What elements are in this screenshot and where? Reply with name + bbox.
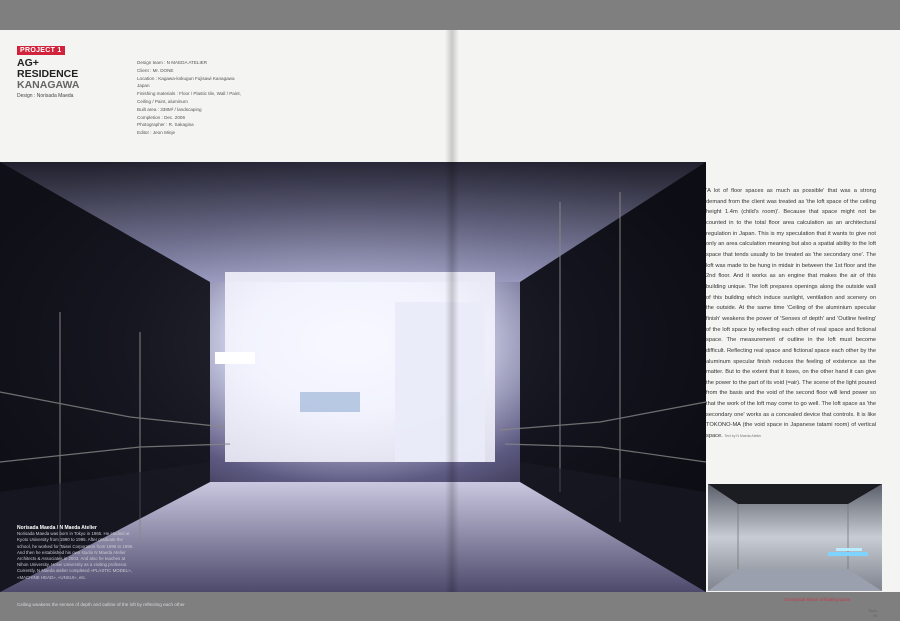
project-tag: PROJECT 1 [17, 46, 65, 55]
credit-line: Japan [137, 83, 150, 89]
bio-heading: Norisada Maeda / N Maeda Atelier [17, 525, 97, 531]
folio-label: Topic [868, 608, 878, 613]
title-line-1: AG+ [17, 57, 39, 69]
article-text: 'A lot of floor spaces as much as possible' that was a strong demand from the client was treated as 'the loft space of the ceiling height 1.4m (child's room)'. Because that space might not be counted in to the total floor area calculation as an architectural regulation in Japan. This is my speculation that it wants to give not only an area calculation meaning but also a spatial ability to the loft space that tends usually to be treated as 'the secondary one'. The loft was made to be hung in midair in between the 1st floor and the 2nd floor. And it works as an engine that makes the air of this building unique. The loft prepares openings along the outside wall of this building which induce sunlight, ventilation and scenery on the outside. At the same time 'Ceiling of the aluminium specular finish' weakens the power of 'Senses of depth' and 'Outline feeling' of the loft space by reflecting each other of real space and fictional space. The measurement of outline in the loft must become difficult. Reflecting real space and fictional space each other by the aluminum specular finish reduces the feeling of existence as the matter. But to the extent that it loses, on the other hand it can give the power to the part of its void (=air). The scene of the light poured from the basis and the void of the second floor will lend power so that the work of the loft may come to go well. The loft space as 'the secondary one' works as a concealed device that controls. It is like TOKONO-MA (the void space in Japanese tatami room) of vertical space. [706, 188, 876, 440]
secondary-photo [708, 484, 882, 591]
secondary-photo-caption: Conceptual sketch of floating space [784, 597, 851, 602]
credit-line: Ceiling / Paint, aluminum [137, 98, 188, 104]
credit-line: Completion : Dec. 2006 [137, 114, 186, 120]
credit-line: Editor : Jeon Minje [137, 130, 176, 136]
title-line-3: KANAGAWA [17, 79, 80, 91]
credit-line: Location : Kagawa-kokugun Fujisawi Kanagawa [137, 75, 235, 81]
floating-space-image [708, 484, 882, 591]
credit-line: Photographer : R. Sakagina [137, 122, 194, 128]
magazine-spread [0, 30, 900, 618]
credit-line: Design team : N MAEDA ATELIER [137, 60, 208, 65]
text-signature: Text by N Maeda Atelier [724, 434, 762, 439]
project-credits [137, 59, 241, 137]
project-title [17, 58, 79, 91]
credit-line: Built area : 338M² / landscaping [137, 106, 202, 112]
credit-line: Finishing materials : Floor / Plastic tile, Wall / Paint, [137, 91, 241, 97]
main-photo-caption: Ceiling weakens the senses of depth and outline of the loft by reflecting each other [17, 602, 185, 607]
article-body [706, 186, 876, 442]
page-folio [868, 608, 877, 618]
page-number: 95 [872, 613, 878, 618]
architect-bio [17, 525, 137, 581]
spread-gutter [445, 30, 459, 592]
bio-text: Norisada Maeda was born in Tokyo in 1965. He studied at Kyoto University from 1990 to 1995. After graduate the school, he worked for Taisei Corporation from 1995 to 1999. And then he established his own studio N Maeda Atelier Architects & Associates in 2003. And also he teaches at Nihon University, Hosei University as a visiting professor. Currently, N Maeda atelier completed «PLASTIC MODEL», «MACHINE HEAD», «UNSUI», etc. [17, 531, 134, 580]
credit-line: Client : Mr. DONE [137, 67, 174, 73]
title-line-2: RESIDENCE [17, 68, 79, 80]
designer-credit: Design : Norisada Maeda [17, 93, 74, 99]
